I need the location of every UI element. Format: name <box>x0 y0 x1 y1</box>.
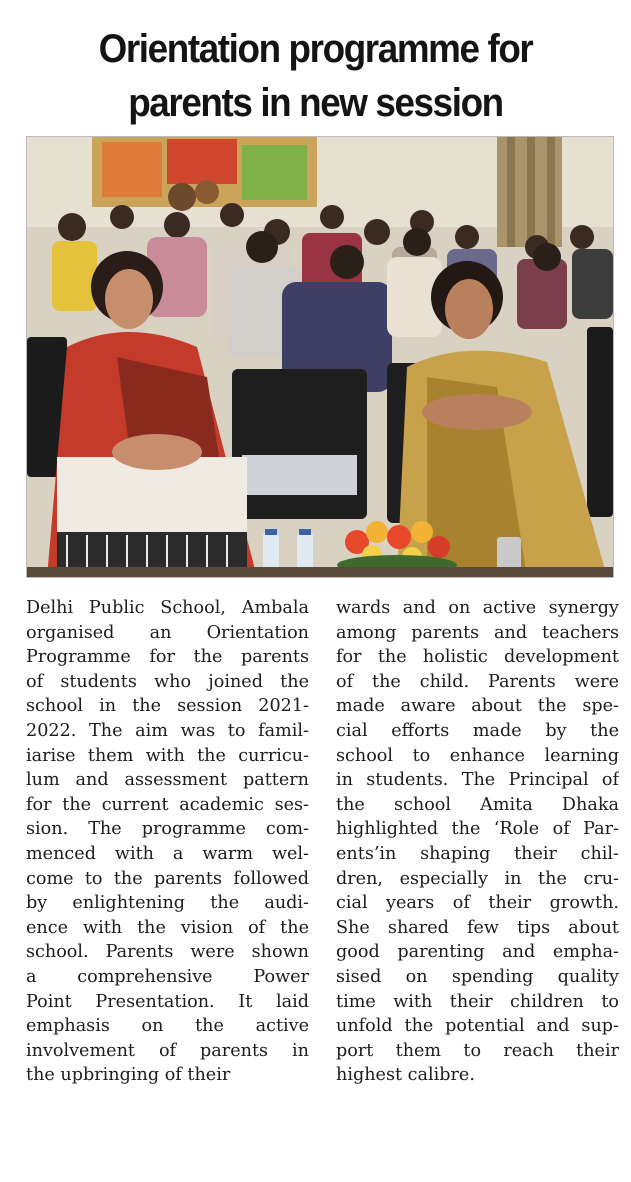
article-line: involvement of parents in <box>26 1040 309 1061</box>
headline-line-2: parents in new session <box>128 81 503 125</box>
article-line: sised on spending quality <box>336 966 619 987</box>
article-line: come to the parents followed <box>26 868 309 889</box>
article-line: by enlightening the audi- <box>26 893 309 914</box>
article-line: menced with a warm wel- <box>26 843 309 864</box>
article-line: Point Presentation. It laid <box>26 991 309 1012</box>
article-line: for the current academic ses- <box>26 794 309 815</box>
article-line: highlighted the ‘Role of Par- <box>336 819 619 840</box>
headline <box>25 22 606 130</box>
article-line: of students who joined the <box>26 671 309 692</box>
article-line: ents’in shaping their chil- <box>336 843 619 864</box>
article-line: the upbringing of their <box>26 1065 231 1086</box>
article-line: time with their children to <box>336 991 619 1012</box>
article-line: for the holistic development <box>336 647 619 668</box>
article-line: sion. The programme com- <box>26 819 309 840</box>
article-line: ence with the vision of the <box>26 917 309 938</box>
article-line: in students. The Principal of <box>336 770 619 791</box>
article-line: made aware about the spe- <box>336 696 619 717</box>
article-line: cial efforts made by the <box>336 720 619 741</box>
article-line: a comprehensive Power <box>26 966 309 987</box>
article-line: unfold the potential and sup- <box>336 1016 619 1037</box>
article-line: emphasis on the active <box>26 1016 309 1037</box>
article-line: She shared few tips about <box>336 917 619 938</box>
article-line: of the child. Parents were <box>336 671 619 692</box>
article-line: 2022. The aim was to famil- <box>26 720 309 741</box>
article-line: dren, especially in the cru- <box>336 868 619 889</box>
article-line: school to enhance learning <box>336 745 619 766</box>
article-line: wards and on active synergy <box>336 598 619 618</box>
article-line: good parenting and empha- <box>336 942 619 963</box>
article-line: lum and assessment pattern <box>26 770 309 791</box>
article-right-column <box>336 596 619 1088</box>
article-line: among parents and teachers <box>336 622 619 643</box>
article-line: Programme for the parents <box>26 647 309 668</box>
article-line: school. Parents were shown <box>26 942 309 963</box>
event-photo <box>26 136 614 578</box>
article-line: school in the session 2021- <box>26 696 309 717</box>
article-line: iarise them with the curricu- <box>26 745 309 766</box>
headline-line-1: Orientation programme for <box>98 27 533 71</box>
article-line: Delhi Public School, Ambala <box>26 598 309 618</box>
photo-of-seated-audience-icon <box>27 137 613 577</box>
article-line: organised an Orientation <box>26 622 309 643</box>
article-left-column <box>26 596 309 1088</box>
article-line: port them to reach their <box>336 1040 619 1061</box>
article-line: highest calibre. <box>336 1065 475 1086</box>
article-line: cial years of their growth. <box>336 893 619 914</box>
article-line: the school Amita Dhaka <box>336 794 619 815</box>
